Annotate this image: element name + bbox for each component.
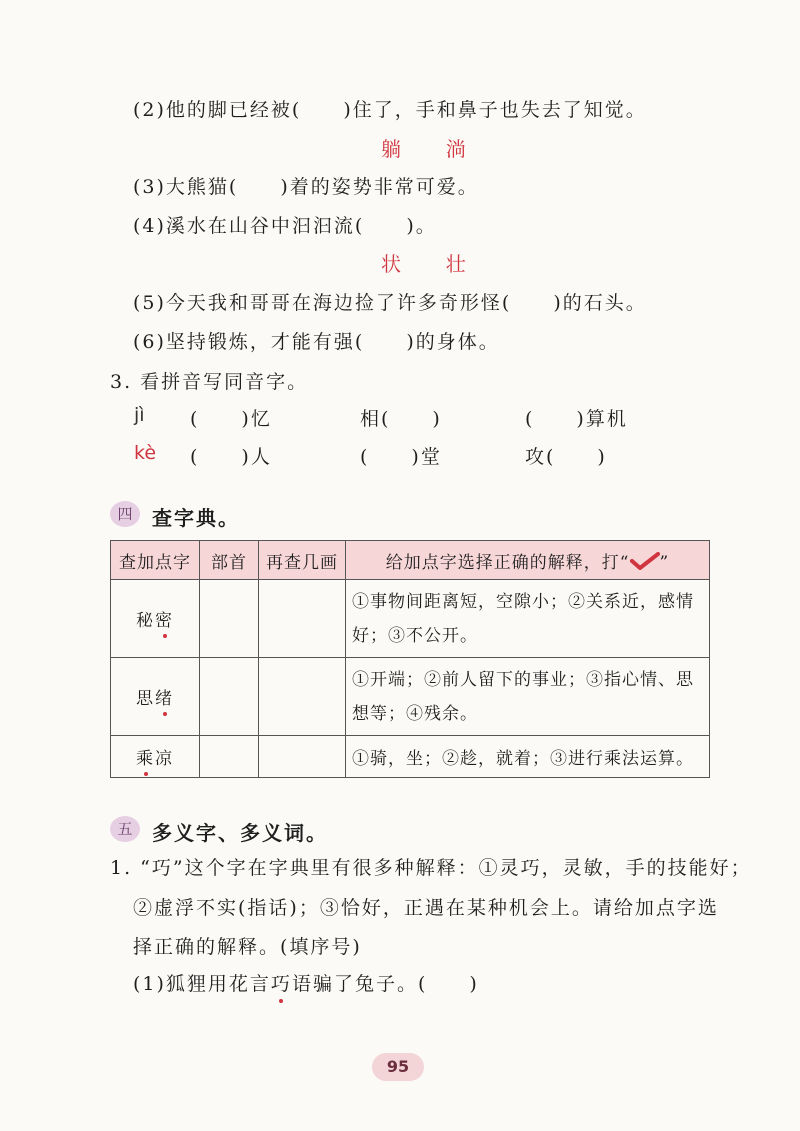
dictionary-table: [110, 540, 710, 778]
pinyin-ke: kè: [134, 442, 157, 464]
word-pair-2-b: 壮: [445, 252, 466, 276]
header-char: 查加点字: [111, 541, 200, 580]
section-4-title: 查字典。: [152, 506, 240, 530]
page-number: 95: [372, 1053, 424, 1081]
question-3-title: 3. 看拼音写同音字。: [110, 371, 309, 393]
question-2-4: (4)溪水在山谷中汩汩流( )。: [133, 215, 437, 237]
header-meaning: [346, 541, 710, 580]
question-2-3: (3)大熊猫( )着的姿势非常可爱。: [133, 176, 479, 198]
table-header-row: [111, 541, 710, 580]
row-3-radical-blank[interactable]: [200, 736, 259, 778]
row-2-radical-blank[interactable]: [200, 658, 259, 736]
row-2-meaning: ①开端；②前人留下的事业；③指心情、思 想等；④残余。: [346, 658, 710, 736]
table-row: [111, 658, 710, 736]
question-5-1-1: (1)狐狸用花言巧语骗了兔子。( ): [133, 969, 479, 996]
row-2-word: 思绪: [111, 658, 200, 736]
row-3-strokes-blank[interactable]: [259, 736, 346, 778]
pinyin-ke-item-3: 攻( ): [525, 446, 607, 468]
question-2-6: (6)坚持锻炼，才能有强( )的身体。: [133, 331, 500, 353]
pinyin-ji-item-1: ( )忆: [190, 408, 272, 430]
row-3-word: 乘凉: [111, 736, 200, 778]
pinyin-ke-item-1: ( )人: [190, 446, 272, 468]
header-meaning-close: ”: [659, 552, 670, 573]
row-3-meaning: ①骑，坐；②趁，就着；③进行乘法运算。: [346, 736, 710, 778]
word-pair-1-a: 躺: [381, 137, 401, 161]
question-2-5: (5)今天我和哥哥在海边捡了许多奇形怪( )的石头。: [133, 292, 647, 314]
pinyin-ji: jì: [134, 404, 145, 426]
header-radical: 部首: [200, 541, 259, 580]
pinyin-ji-item-3: ( )算机: [525, 408, 628, 430]
table-row: [111, 736, 710, 778]
question-2-2: (2)他的脚已经被( )住了，手和鼻子也失去了知觉。: [133, 99, 647, 121]
checkmark-icon: [630, 552, 660, 570]
row-2-strokes-blank[interactable]: [259, 658, 346, 736]
pinyin-ji-item-2: 相( ): [360, 408, 442, 430]
section-5-title: 多义字、多义词。: [152, 821, 328, 845]
row-1-radical-blank[interactable]: [200, 580, 259, 658]
word-pair-1-b: 淌: [445, 137, 466, 161]
row-1-word: 秘密: [111, 580, 200, 658]
row-1-strokes-blank[interactable]: [259, 580, 346, 658]
header-strokes: 再查几画: [259, 541, 346, 580]
section-5-badge: 五: [110, 816, 140, 842]
section-4-badge: 四: [110, 501, 140, 527]
word-pair-2-a: 状: [381, 252, 401, 276]
pinyin-ke-item-2: ( )堂: [360, 446, 442, 468]
table-row: [111, 580, 710, 658]
row-1-meaning: ①事物间距离短，空隙小；②关系近，感情 好；③不公开。: [346, 580, 710, 658]
word-pair-1: [381, 133, 466, 162]
question-5-1-line-a: 1. “巧”这个字在字典里有很多种解释：①灵巧，灵敏，手的技能好；: [110, 857, 752, 879]
question-5-1-line-c: 择正确的解释。(填序号): [133, 936, 362, 958]
header-meaning-text: 给加点字选择正确的解释，打“: [385, 552, 630, 573]
question-5-1-line-b: ②虚浮不实(指话)；③恰好，正遇在某种机会上。请给加点字选: [133, 897, 719, 919]
word-pair-2: [381, 248, 466, 277]
